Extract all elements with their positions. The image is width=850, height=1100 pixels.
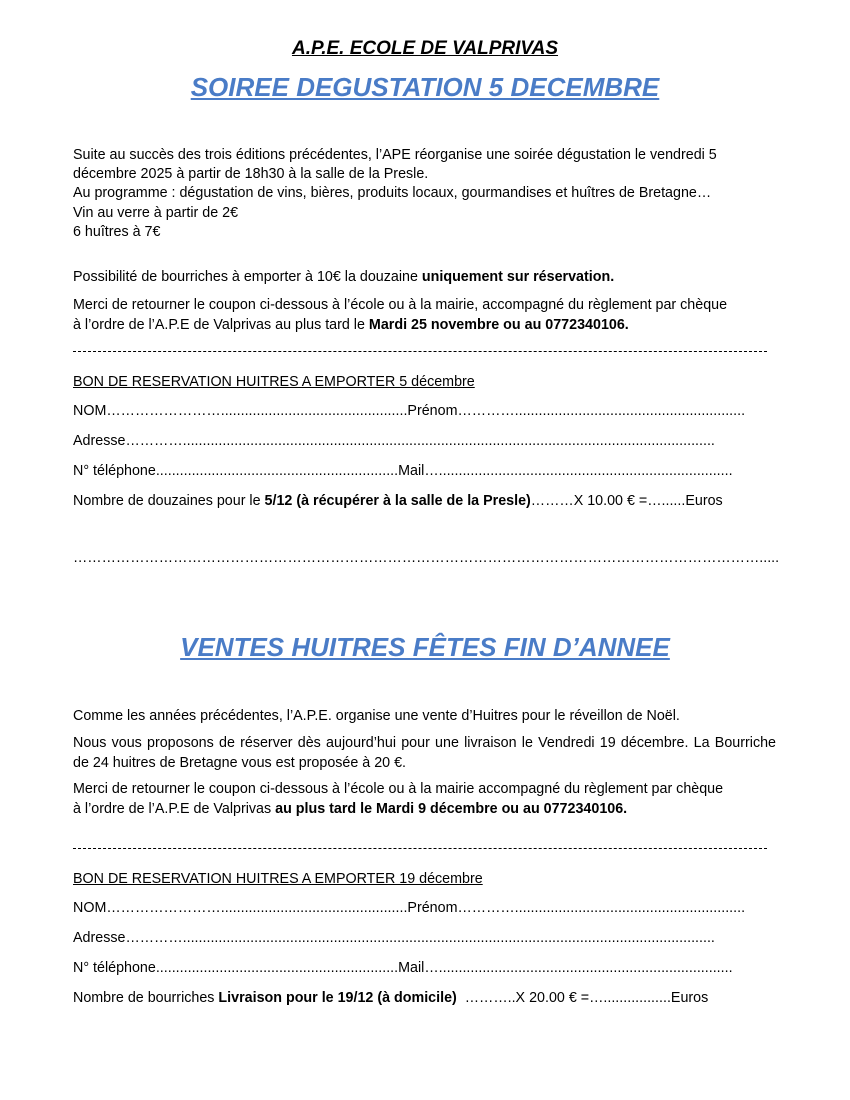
association-title: A.P.E. ECOLE DE VALPRIVAS <box>291 38 559 59</box>
section1-price-oysters: 6 huîtres à 7€ <box>73 224 161 240</box>
cut-line-2 <box>73 848 767 849</box>
bourriches-text: Possibilité de bourriches à emporter à 10€ la douzaine <box>73 269 422 285</box>
section2-intro: Comme les années précédentes, l’A.P.E. organise une vente d’Huitres pour le réveillon de Noël. <box>73 708 680 724</box>
s2-return-line2-bold: au plus tard le Mardi 9 décembre ou au 0772340106. <box>275 801 628 817</box>
section1-intro-line2: décembre 2025 à partir de 18h30 à la salle de la Presle. <box>73 166 429 182</box>
form1-blank-line[interactable]: ………………………………………………………………………………………………………………………………..... <box>73 550 780 566</box>
form1-title: BON DE RESERVATION HUITRES A EMPORTER 5 décembre <box>73 374 475 390</box>
section1-intro-line1: Suite au succès des trois éditions précédentes, l’APE réorganise une soirée dégustation le vendredi 5 <box>73 147 717 163</box>
form2-tel-field[interactable]: N° téléphone.............................................................Mail….......................................................................... <box>73 960 733 976</box>
form1-count-bold: 5/12 (à récupérer à la salle de la Presle) <box>264 493 531 509</box>
section1-return-line1: Merci de retourner le coupon ci-dessous à l’école ou à la mairie, accompagné du règlement par chèque <box>73 297 728 313</box>
form1-count-end: ………X 10.00 € =…......Euros <box>530 493 723 509</box>
section2-title: VENTES HUITRES FÊTES FIN D’ANNEE <box>180 632 670 662</box>
cut-line-1 <box>73 351 767 352</box>
section1-title: SOIREE DEGUSTATION 5 DECEMBRE <box>190 72 660 102</box>
return-line2-bold: Mardi 25 novembre ou au 0772340106. <box>368 317 629 333</box>
section2-return-line2 <box>73 800 627 820</box>
section1-return-line2 <box>73 316 629 336</box>
form1-adresse-field[interactable]: Adresse…………...................................................................................................................................... <box>73 433 715 449</box>
form1-tel-field[interactable]: N° téléphone.............................................................Mail….......................................................................... <box>73 463 733 479</box>
form2-count-bold: Livraison pour le 19/12 (à domicile) <box>218 990 457 1006</box>
form2-count-field[interactable] <box>73 989 708 1008</box>
form1-count-field[interactable] <box>73 492 723 511</box>
section2-proposal: Nous vous proposons de réserver dès aujourd’hui pour une livraison le Vendredi 19 décembre. La Bourriche de 24 huitres de Bretagne vous est proposée à 20 €. <box>73 735 776 771</box>
section1-price-wine: Vin au verre à partir de 2€ <box>73 205 239 221</box>
bourriches-bold: uniquement sur réservation. <box>421 269 615 285</box>
return-line2-text: à l’ordre de l’A.P.E de Valprivas au plus tard le <box>73 317 369 333</box>
section1-programme: Au programme : dégustation de vins, bières, produits locaux, gourmandises et huîtres de Bretagne… <box>73 185 712 201</box>
form2-nom-field[interactable]: NOM……………………...............................................Prénom………….......................................................... <box>73 900 746 916</box>
s2-return-line2-text: à l’ordre de l’A.P.E de Valprivas <box>73 801 276 817</box>
form1-count-text: Nombre de douzaines pour le <box>73 493 265 509</box>
section2-return-line1: Merci de retourner le coupon ci-dessous à l’école ou à la mairie accompagné du règlement par chèque <box>73 781 724 797</box>
form2-title: BON DE RESERVATION HUITRES A EMPORTER 19 décembre <box>73 871 483 887</box>
form2-count-end: ………..X 20.00 € =….................Euros <box>456 990 709 1006</box>
form2-adresse-field[interactable]: Adresse…………...................................................................................................................................... <box>73 930 715 946</box>
form2-count-text: Nombre de bourriches <box>73 990 219 1006</box>
section1-bourriches <box>73 268 614 288</box>
form1-nom-field[interactable]: NOM……………………...............................................Prénom………….......................................................... <box>73 403 746 419</box>
